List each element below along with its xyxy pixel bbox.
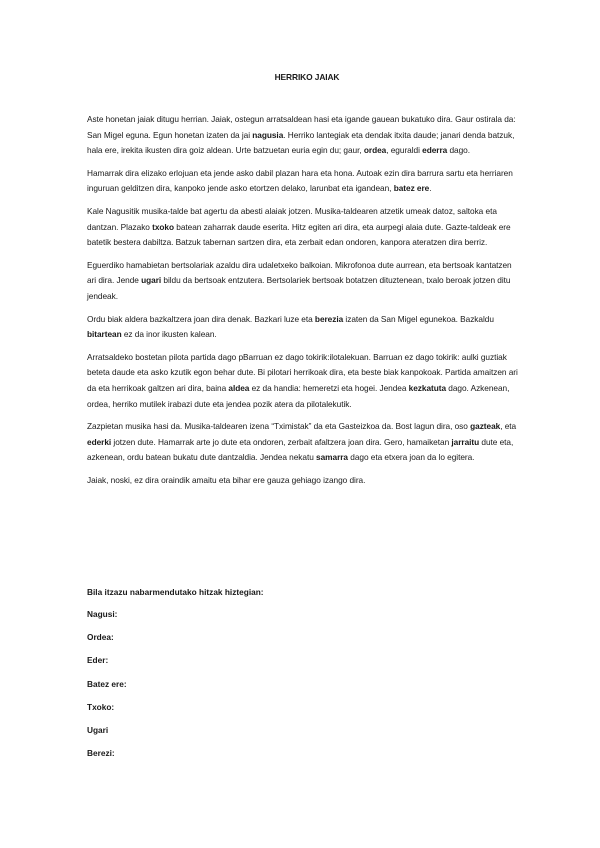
paragraph-text: batean zaharrak daude eserita. Hitz egiten ari dira, eta aurpegi alaia dute. Gazte-taldeak ere batetik bestera dabiltza. Batzuk tabernan sartzen dira, eta zerbait edan ondoren, kanpora ateratzen dira berriz. [87, 221, 511, 248]
highlighted-word: nagusia [252, 129, 284, 140]
paragraph-text: bildu da bertsoak entzutera. Bertsolariek bertsoak botatzen dituztenean, txalo beroak jotzen ditu jendeak. [87, 275, 511, 301]
story-paragraph [87, 166, 521, 197]
highlighted-word: bitartean [87, 329, 122, 340]
paragraph-text: dute eta, azkenean, ordu batean bukatu dute dantzaldia. Jendea nekatu [87, 436, 514, 463]
exercise-item: Berezi: [87, 748, 115, 759]
highlighted-word: ederra [422, 145, 448, 156]
paragraph-text: ez da handia: hemeretzi eta hogei. Jendea [249, 382, 409, 393]
story-paragraph [87, 112, 521, 159]
highlighted-word: kezkatuta [408, 382, 447, 393]
highlighted-word: ederki [87, 436, 112, 447]
story-paragraph [87, 258, 521, 305]
highlighted-word: jarraitu [451, 436, 480, 447]
paragraph-text: Arratsaldeko bostetan pilota partida dago pBarruan ez dago tokirik:ilotalekuan. Barruan ez dago tokirik: aulki guztiak beteta daude eta asko kzutik egon behar dute. Bi pilotari herrikoak dira, eta beste biak kanpokoak. Partida amaitzen ari da eta herrikoak galtzen ari dira, baina [87, 351, 518, 393]
story-paragraph [87, 473, 521, 489]
highlighted-word: txoko [152, 221, 174, 232]
highlighted-word: ordea [363, 145, 387, 156]
paragraph-text: . Herriko lantegiak eta dendak itxita daude; janari denda batzuk, hala ere, irekita ikusten dira goiz aldean. Urte batzuetan euria egin du; gaur, [87, 129, 515, 156]
paragraph-text: . [429, 183, 432, 194]
paragraph-text: Ordu biak aldera bazkaltzera joan dira denak. Bazkari luze eta [87, 313, 315, 324]
paragraph-text: Aste honetan jaiak ditugu herrian. Jaiak, ostegun arratsaldean hasi eta igande gauean bukatuko dira. Gaur ostirala da: San Migel eguna. Egun honetan izaten da jai [87, 114, 516, 140]
story-paragraph [87, 419, 521, 466]
highlighted-word: samarra [316, 452, 348, 463]
exercise-item: Ugari [87, 724, 109, 735]
story-paragraph [87, 204, 521, 251]
story-paragraph [87, 350, 521, 412]
paragraph-text: Zazpietan musika hasi da. Musika-taldearen izena “Tximistak” da eta Gasteizkoa da. Bost lagun dira, oso [87, 421, 471, 432]
story-body [87, 112, 521, 495]
highlighted-word: batez ere [393, 183, 430, 194]
exercise-item: Txoko: [87, 701, 115, 712]
story-paragraph [87, 312, 521, 343]
highlighted-word: aldea [228, 382, 250, 393]
exercise-item: Nagusi: [87, 609, 118, 619]
paragraph-text: dago. [447, 145, 470, 156]
exercise-item: Eder: [87, 655, 109, 666]
exercise-item: Batez ere: [87, 678, 127, 689]
paragraph-text: dago. Azkenean, ordea, herriko mutilek irabazi dute eta jendea pozik atera da pilotalekutik. [87, 382, 510, 409]
paragraph-text: , eguraldi [386, 145, 423, 156]
paragraph-text: dago eta etxera joan da lo egitera. [348, 452, 475, 463]
exercise-item: Ordea: [87, 632, 114, 643]
vocabulary-exercise [87, 585, 264, 769]
document-title: HERRIKO JAIAK [274, 72, 340, 82]
exercise-title: Bila itzazu nabarmendutako hitzak hiztegian: [87, 587, 264, 597]
paragraph-text: Eguerdiko hamabietan bertsolariak azaldu dira udaletxeko balkoian. Mikrofonoa dute aurrean, eta bertsoak kantatzen ari dira. Jende [87, 259, 512, 286]
highlighted-word: ugari [141, 275, 162, 286]
paragraph-text: jotzen dute. Hamarrak arte jo dute eta ondoren, zerbait afaltzera joan dira. Gero, hamaiketan [111, 436, 452, 447]
paragraph-text: ez da inor ikusten kalean. [121, 329, 217, 340]
paragraph-text: , eta [500, 421, 517, 432]
highlighted-word: berezia [314, 313, 344, 324]
paragraph-text: Jaiak, noski, ez dira oraindik amaitu eta bihar ere gauza gehiago izango dira. [87, 474, 366, 485]
highlighted-word: gazteak [470, 421, 501, 432]
paragraph-text: Hamarrak dira elizako erlojuan eta jende asko dabil plazan hara eta hona. Autoak ezin dira barrura sartu eta herriaren inguruan gelditzen dira, kanpoko jende asko etortzen delako, larunbat eta igandean, [87, 167, 513, 194]
paragraph-text: izaten da San Migel egunekoa. Bazkaldu [343, 313, 494, 324]
paragraph-text: Kale Nagusitik musika-talde bat agertu da abesti alaiak jotzen. Musika-taldearen atzetik umeak datoz, saltoka eta dantzan. Plazako [87, 205, 497, 232]
